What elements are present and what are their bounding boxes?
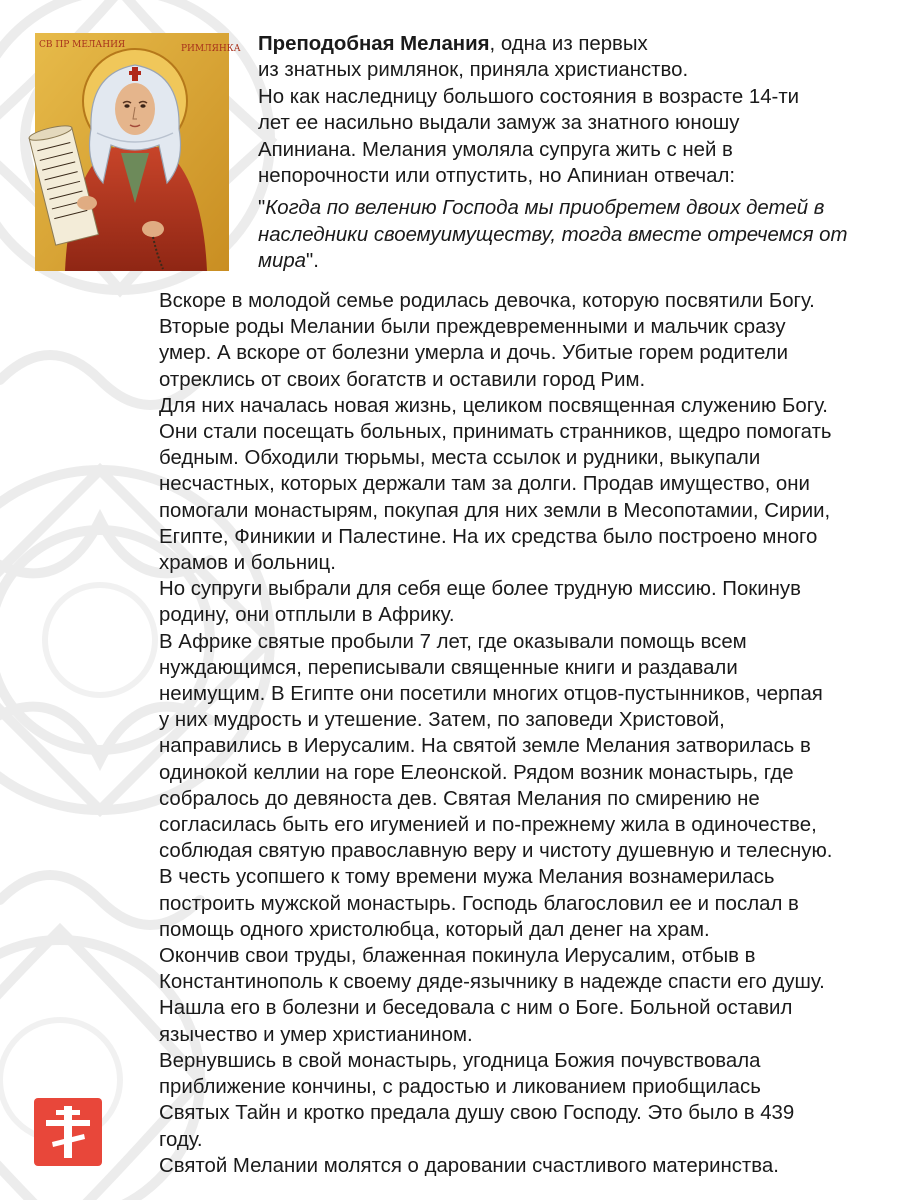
text-line: направились в Иерусалим. На святой земле Мелания затворилась в (159, 735, 811, 758)
orthodox-cross-icon (34, 1098, 102, 1166)
intro-line-6: непорочности или отпустить, но Апиниан отвечал: (258, 165, 736, 188)
text-line: Египте, Финикии и Палестине. На их средства было построено много (159, 525, 818, 548)
text-line: нуждающимся, переписывали священные книги и раздавали (159, 656, 738, 679)
text-line: храмов и больниц. (159, 552, 336, 575)
text-line: Святых Тайн и кротко предала душу свою Господу. Это было в 439 (159, 1102, 795, 1125)
saint-melania-icon (35, 33, 241, 271)
main-text (159, 288, 894, 1179)
text-line: язычество и умер христианином. (159, 1023, 473, 1046)
text-line: помощь одного христолюбца, который дал денег на храм. (159, 918, 710, 941)
text-line: отреклись от своих богатств и оставили город Рим. (159, 368, 646, 391)
text-line: приближение кончины, с радостью и ликованием приобщилась (159, 1076, 761, 1099)
text-line: неимущим. В Египте они посетили многих отцов-пустынников, черпая (159, 683, 823, 706)
text-line: бедным. Обходили тюрьмы, места ссылок и рудники, выкупали (159, 447, 761, 470)
text-line: помогали монастырям, покупая для них земли в Месопотамии, Сирии, (159, 499, 831, 522)
orthodox-cross-logo (34, 1098, 102, 1166)
intro-line-5: Апиниана. Мелания умоляла супруга жить с ней в (258, 138, 733, 161)
intro-text (258, 31, 878, 275)
text-line: Но супруги выбрали для себя еще более трудную миссию. Покинув (159, 578, 801, 601)
intro-line-4: лет ее насильно выдали замуж за знатного юношу (258, 112, 740, 135)
text-line: у них мудрость и утешение. Затем, по заповеди Христовой, (159, 709, 725, 732)
text-line: построить мужской монастырь. Господь благословил ее и послал в (159, 892, 799, 915)
text-line: несчастных, которых держали там за долги. Продав имущество, они (159, 473, 810, 496)
text-line: одинокой келлии на горе Елеонской. Рядом возник монастырь, где (159, 761, 794, 784)
text-line: родину, они отплыли в Африку. (159, 604, 455, 627)
apinian-quote: "Когда по велению Господа мы приобретем двоих детей в наследники своемуимуществу, тогда вместе отречемся от мира". (258, 197, 848, 273)
text-line: Вернувшись в свой монастырь, угодница Божия почувствовала (159, 1049, 761, 1072)
text-line: Святой Мелании молятся о даровании счастливого материнства. (159, 1154, 779, 1177)
text-line: соблюдая святую православную веру и чистоту душевную и телесную. (159, 840, 833, 863)
icon-inscription-left: СВ ПР МЕЛАНИЯ (39, 40, 126, 50)
icon-inscription-right: РИМЛЯНКА (181, 44, 241, 54)
text-line: году. (159, 1128, 203, 1151)
text-line: согласилась быть его игуменией и по-прежнему жила в одиночестве, (159, 814, 817, 837)
quote-text: Когда по велению Господа мы приобретем двоих детей в наследники своемуимуществу, тогда вместе отречемся от мира (258, 197, 848, 273)
intro-line-3: Но как наследницу большого состояния в возрасте 14-ти (258, 85, 800, 108)
text-line: Вторые роды Мелании были преждевременными и мальчик сразу (159, 316, 786, 339)
text-line: В честь усопшего к тому времени мужа Мелания вознамерилась (159, 866, 775, 889)
text-line: Окончив свои труды, блаженная покинула Иерусалим, отбыв в (159, 945, 756, 968)
intro-line-2: из знатных римлянок, приняла христианство. (258, 59, 689, 82)
text-line: Они стали посещать больных, принимать странников, щедро помогать (159, 421, 832, 444)
text-line: Вскоре в молодой семье родилась девочка, которую посвятили Богу. (159, 290, 815, 312)
text-line: В Африке святые пробыли 7 лет, где оказывали помощь всем (159, 630, 747, 653)
saint-name: Преподобная Мелания (258, 33, 490, 55)
text-line: Для них началась новая жизнь, целиком посвященная служению Богу. (159, 394, 828, 417)
text-line: собралось до девяноста дев. Святая Мелания по смирению не (159, 787, 760, 810)
text-line: умер. А вскоре от болезни умерла и дочь. Убитые горем родители (159, 342, 788, 365)
intro-line-1: Преподобная Мелания, одна из первых (258, 33, 648, 55)
text-line: Нашла его в болезни и беседовала с ним о Боге. Больной оставил (159, 997, 793, 1020)
text-line: Константинополь к своему дяде-язычнику в надежде спасти его душу. (159, 971, 825, 994)
